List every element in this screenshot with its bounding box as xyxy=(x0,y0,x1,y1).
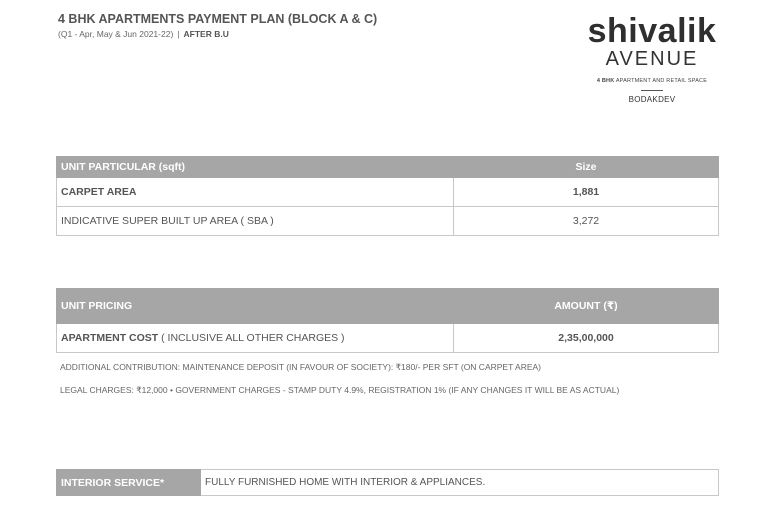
interior-service-value: FULLY FURNISHED HOME WITH INTERIOR & APPLIANCES. xyxy=(201,470,719,496)
logo-sub: AVENUE xyxy=(605,48,699,70)
page-subtitle xyxy=(58,29,229,39)
apartment-cost-label: APARTMENT COST xyxy=(61,332,159,344)
header-amount: AMOUNT (₹) xyxy=(454,289,719,324)
logo-divider xyxy=(641,90,663,91)
logo-tag-rest: APARTMENT AND RETAIL SPACE xyxy=(614,78,708,84)
interior-service-label: INTERIOR SERVICE* xyxy=(57,470,201,496)
sba-label: INDICATIVE SUPER BUILT UP AREA ( SBA ) xyxy=(57,207,454,236)
carpet-area-label: CARPET AREA xyxy=(57,178,454,207)
logo-brand: shivalik xyxy=(587,12,717,50)
table-row xyxy=(57,178,719,207)
separator: | xyxy=(177,29,180,39)
unit-pricing-table xyxy=(56,288,719,353)
logo-tagline xyxy=(582,78,722,84)
page-title: 4 BHK APARTMENTS PAYMENT PLAN (BLOCK A & C) xyxy=(58,12,378,26)
sba-value: 3,272 xyxy=(454,207,719,236)
table-row xyxy=(57,470,719,496)
logo-tag-bold: 4 BHK xyxy=(596,78,615,84)
table-row xyxy=(57,207,719,236)
period-text: (Q1 - Apr, May & Jun 2021-22) xyxy=(58,29,174,39)
stage-text: AFTER B.U xyxy=(183,29,229,39)
unit-size-table xyxy=(56,156,719,236)
brand-logo xyxy=(582,14,722,104)
apartment-cost-cell xyxy=(57,324,454,353)
table-header-row xyxy=(57,289,719,324)
header-unit-particular: UNIT PARTICULAR (sqft) xyxy=(57,157,454,178)
logo-location: BODAKDEV xyxy=(628,95,676,104)
apartment-cost-value: 2,35,00,000 xyxy=(454,324,719,353)
interior-service-table xyxy=(56,469,719,496)
legal-charges-note: LEGAL CHARGES: ₹12,000 • GOVERNMENT CHARGES - STAMP DUTY 4.9%, REGISTRATION 1% (IF ANY CHANGES IT WILL BE AS ACTUAL) xyxy=(60,385,620,395)
table-header-row xyxy=(57,157,719,178)
apartment-cost-note: ( INCLUSIVE ALL OTHER CHARGES ) xyxy=(158,332,345,344)
table-row xyxy=(57,324,719,353)
maintenance-note: ADDITIONAL CONTRIBUTION: MAINTENANCE DEPOSIT (IN FAVOUR OF SOCIETY): ₹180/- PER SFT (ON CARPET AREA) xyxy=(60,362,542,372)
carpet-area-value: 1,881 xyxy=(454,178,719,207)
header-unit-pricing: UNIT PRICING xyxy=(57,289,454,324)
header-size: Size xyxy=(454,157,719,178)
